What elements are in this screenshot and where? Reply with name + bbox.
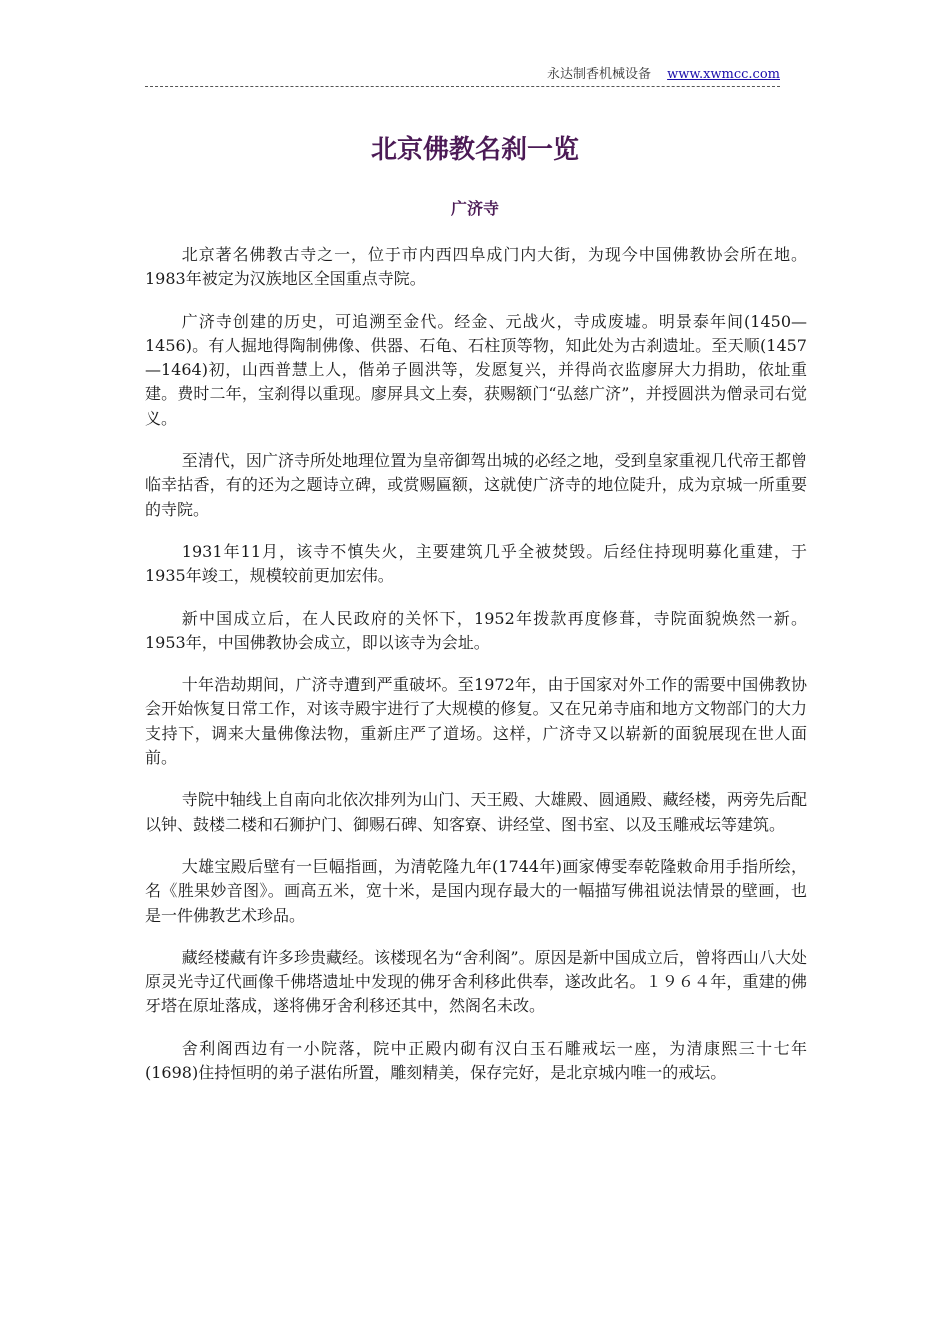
- article-body: [145, 243, 807, 1103]
- section-title: 广济寺: [450, 199, 499, 218]
- paragraph: 1931年11月，该寺不慎失火，主要建筑几乎全被焚毁。后经住持现明募化重建，于1935年竣工，规模较前更加宏伟。: [145, 541, 807, 586]
- paragraph: 藏经楼藏有许多珍贵藏经。该楼现名为“舍利阁”。原因是新中国成立后，曾将西山八大处原灵光寺辽代画像千佛塔遗址中发现的佛牙舍利移此供奉，遂改此名。１９６４年，重建的佛牙塔在原址落成，遂将佛牙舍利移还其中，然阁名未改。: [145, 947, 807, 1016]
- paragraph: 寺院中轴线上自南向北依次排列为山门、天王殿、大雄殿、圆通殿、藏经楼，两旁先后配以钟、鼓楼二楼和石狮护门、御赐石碑、知客寮、讲经堂、图书室、以及玉雕戒坛等建筑。: [145, 790, 807, 834]
- page-header: [145, 66, 780, 84]
- header-website-link[interactable]: www.xwmcc.com: [667, 67, 780, 82]
- document-title: 北京佛教名刹一览: [370, 135, 579, 165]
- paragraph: 舍利阁西边有一小院落，院中正殿内砌有汉白玉石雕戒坛一座，为清康熙三十七年(1698)住持恒明的弟子湛佑所置，雕刻精美，保存完好，是北京城内唯一的戒坛。: [145, 1038, 807, 1083]
- paragraph: 大雄宝殿后壁有一巨幅指画，为清乾隆九年(1744年)画家傅雯奉乾隆敕命用手指所绘，名《胜果妙音图》。画高五米，宽十米，是国内现存最大的一幅描写佛祖说法情景的壁画，也是一件佛教艺术珍品。: [145, 856, 807, 925]
- paragraph: 北京著名佛教古寺之一，位于市内西四阜成门内大街，为现今中国佛教协会所在地。1983年被定为汉族地区全国重点寺院。: [145, 245, 807, 289]
- header-company: 永达制香机械设备: [546, 67, 651, 82]
- header-divider: [145, 86, 780, 87]
- paragraph: 十年浩劫期间，广济寺遭到严重破坏。至1972年，由于国家对外工作的需要中国佛教协会开始恢复日常工作，对该寺殿宇进行了大规模的修复。又在兄弟寺庙和地方文物部门的大力支持下，调来大量佛像法物，重新庄严了道场。这样，广济寺又以崭新的面貌展现在世人面前。: [145, 675, 807, 768]
- paragraph: 新中国成立后，在人民政府的关怀下，1952年拨款再度修葺，寺院面貌焕然一新。1953年，中国佛教协会成立，即以该寺为会址。: [145, 608, 807, 652]
- paragraph: 至清代，因广济寺所处地理位置为皇帝御驾出城的必经之地，受到皇家重视几代帝王都曾临幸拈香，有的还为之题诗立碑，或赏赐匾额，这就使广济寺的地位陡升，成为京城一所重要的寺院。: [145, 451, 807, 519]
- paragraph: 广济寺创建的历史，可追溯至金代。经金、元战火，寺成废墟。明景泰年间(1450—1456)。有人掘地得陶制佛像、供器、石龟、石柱顶等物，知此处为古刹遗址。至天顺(1457—1464)初，山西普慧上人，偕弟子圆洪等，发愿复兴，并得尚衣监廖屏大力捐助，依址重建。费时二年，宝刹得以重现。廖屏具文上奏，获赐额门“弘慈广济”，并授圆洪为僧录司右觉义。: [145, 311, 807, 428]
